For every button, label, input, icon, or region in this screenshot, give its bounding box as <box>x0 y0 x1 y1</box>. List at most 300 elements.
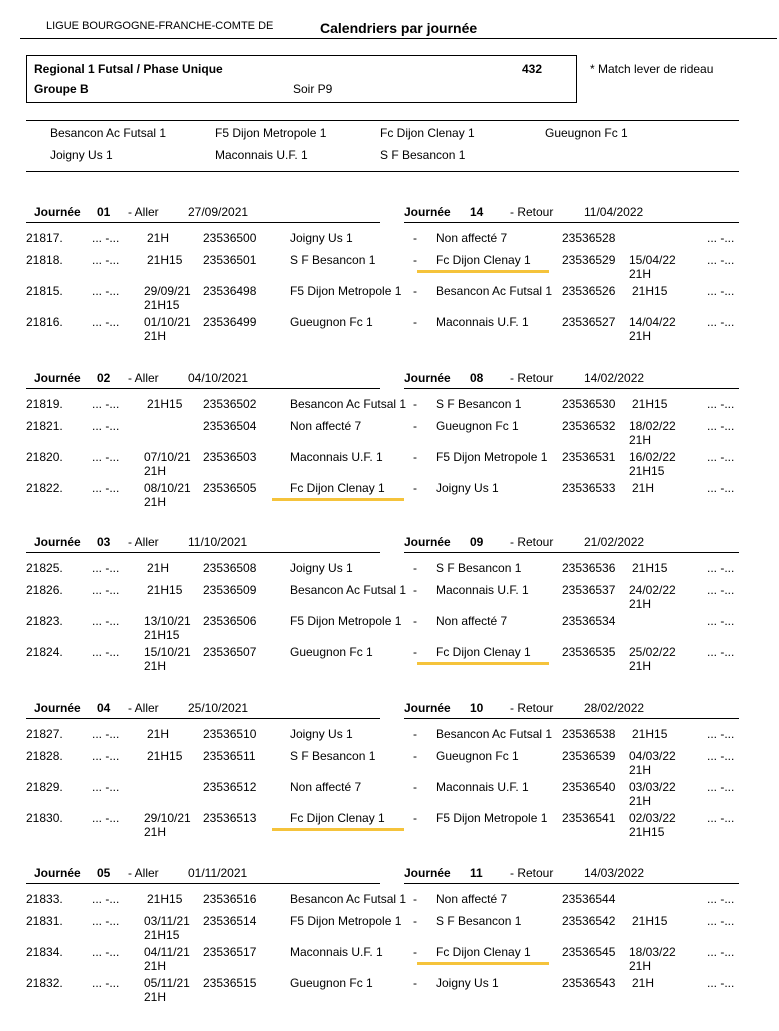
retour-score-placeholder: ... -... <box>707 749 735 763</box>
home-team: Joigny Us 1 <box>290 727 353 741</box>
matchday-section <box>0 701 779 866</box>
aller-date: 25/10/2021 <box>188 701 249 715</box>
aller-matchday-number: 02 <box>97 371 111 385</box>
retour-match-time: 21H15 <box>632 397 668 411</box>
match-row <box>0 253 779 283</box>
aller-match-date: 13/10/21 <box>144 614 191 628</box>
retour-label: Journée <box>404 535 451 549</box>
home-team: Besancon Ac Futsal 1 <box>290 892 407 906</box>
aller-match-code: 23536511 <box>203 749 256 763</box>
aller-type: - Aller <box>128 205 159 219</box>
club-item: Maconnais U.F. 1 <box>215 148 308 162</box>
retour-match-time: 21H15 <box>629 825 665 839</box>
match-id: 21830. <box>26 811 63 825</box>
clubs-divider-bottom <box>26 171 739 172</box>
aller-match-time: 21H15 <box>147 253 183 267</box>
retour-score-placeholder: ... -... <box>707 914 735 928</box>
retour-match-time: 21H15 <box>632 914 668 928</box>
aller-label: Journée <box>34 535 81 549</box>
aller-match-time: 21H15 <box>147 749 183 763</box>
aller-match-time: 21H <box>144 464 167 478</box>
aller-match-time: 21H <box>144 495 167 509</box>
retour-type: - Retour <box>510 205 554 219</box>
vs-separator: - <box>413 397 417 411</box>
club-item: Besancon Ac Futsal 1 <box>50 126 167 140</box>
aller-match-code: 23536513 <box>203 811 257 825</box>
vs-separator: - <box>413 481 417 495</box>
home-team: Besancon Ac Futsal 1 <box>290 583 407 597</box>
retour-underline <box>404 222 739 223</box>
retour-match-code: 23536537 <box>562 583 616 597</box>
matchday-section <box>0 866 779 1031</box>
away-team: Fc Dijon Clenay 1 <box>436 645 531 659</box>
home-team: Joigny Us 1 <box>290 231 353 245</box>
aller-type: - Aller <box>128 535 159 549</box>
aller-match-time: 21H <box>147 727 170 741</box>
aller-score-placeholder: ... -... <box>92 780 120 794</box>
vs-separator: - <box>413 811 417 825</box>
retour-underline <box>404 718 739 719</box>
aller-match-time: 21H <box>144 990 167 1004</box>
retour-match-code: 23536533 <box>562 481 616 495</box>
aller-label: Journée <box>34 205 81 219</box>
retour-match-time: 21H15 <box>632 561 668 575</box>
match-row <box>0 914 779 944</box>
retour-matchday-number: 08 <box>470 371 484 385</box>
retour-match-time: 21H15 <box>629 464 665 478</box>
retour-matchday-number: 10 <box>470 701 484 715</box>
away-team: Non affecté 7 <box>436 892 508 906</box>
aller-score-placeholder: ... -... <box>92 945 120 959</box>
aller-match-code: 23536500 <box>203 231 257 245</box>
aller-match-code: 23536512 <box>203 780 257 794</box>
retour-match-code: 23536541 <box>562 811 616 825</box>
home-team: Joigny Us 1 <box>290 561 353 575</box>
away-team: Gueugnon Fc 1 <box>436 749 519 763</box>
aller-date: 11/10/2021 <box>188 535 248 549</box>
aller-score-placeholder: ... -... <box>92 284 120 298</box>
retour-match-date: 02/03/22 <box>629 811 676 825</box>
retour-score-placeholder: ... -... <box>707 253 735 267</box>
home-team: F5 Dijon Metropole 1 <box>290 914 402 928</box>
aller-underline <box>26 552 380 553</box>
aller-match-time: 21H <box>144 825 167 839</box>
match-row <box>0 945 779 975</box>
aller-score-placeholder: ... -... <box>92 976 120 990</box>
aller-match-code: 23536502 <box>203 397 257 411</box>
retour-match-code: 23536542 <box>562 914 616 928</box>
aller-label: Journée <box>34 371 81 385</box>
retour-score-placeholder: ... -... <box>707 727 735 741</box>
retour-score-placeholder: ... -... <box>707 892 735 906</box>
aller-score-placeholder: ... -... <box>92 231 120 245</box>
away-team: S F Besancon 1 <box>436 561 522 575</box>
retour-match-date: 03/03/22 <box>629 780 676 794</box>
retour-match-time: 21H <box>629 763 652 777</box>
retour-label: Journée <box>404 371 451 385</box>
retour-score-placeholder: ... -... <box>707 397 735 411</box>
retour-underline <box>404 388 739 389</box>
aller-date: 01/11/2021 <box>188 866 248 880</box>
away-team: Fc Dijon Clenay 1 <box>436 945 531 959</box>
league-name: LIGUE BOURGOGNE-FRANCHE-COMTE DE <box>46 20 274 32</box>
match-id: 21825. <box>26 561 63 575</box>
club-item: Gueugnon Fc 1 <box>545 126 628 140</box>
away-team: Maconnais U.F. 1 <box>436 315 529 329</box>
aller-matchday-number: 05 <box>97 866 111 880</box>
match-row <box>0 811 779 841</box>
aller-label: Journée <box>34 701 81 715</box>
match-row <box>0 780 779 810</box>
aller-match-code: 23536504 <box>203 419 257 433</box>
match-id: 21815. <box>26 284 63 298</box>
retour-label: Journée <box>404 205 451 219</box>
aller-match-code: 23536505 <box>203 481 257 495</box>
aller-score-placeholder: ... -... <box>92 583 120 597</box>
away-team: Gueugnon Fc 1 <box>436 419 519 433</box>
away-team: F5 Dijon Metropole 1 <box>436 450 548 464</box>
retour-type: - Retour <box>510 701 554 715</box>
vs-separator: - <box>413 583 417 597</box>
home-team: Maconnais U.F. 1 <box>290 945 383 959</box>
home-team: Gueugnon Fc 1 <box>290 315 373 329</box>
match-row <box>0 315 779 345</box>
away-team: Non affecté 7 <box>436 614 508 628</box>
aller-match-date: 03/11/21 <box>144 914 190 928</box>
home-team: Fc Dijon Clenay 1 <box>290 481 385 495</box>
retour-score-placeholder: ... -... <box>707 450 735 464</box>
aller-match-time: 21H15 <box>144 928 180 942</box>
retour-match-date: 14/04/22 <box>629 315 676 329</box>
retour-date: 11/04/2022 <box>584 205 644 219</box>
away-team: F5 Dijon Metropole 1 <box>436 811 548 825</box>
aller-score-placeholder: ... -... <box>92 253 120 267</box>
vs-separator: - <box>413 780 417 794</box>
evening-label: Soir P9 <box>293 82 333 96</box>
retour-label: Journée <box>404 701 451 715</box>
retour-score-placeholder: ... -... <box>707 419 735 433</box>
away-team: Joigny Us 1 <box>436 976 499 990</box>
match-id: 21826. <box>26 583 63 597</box>
vs-separator: - <box>413 284 417 298</box>
retour-match-time: 21H <box>629 794 652 808</box>
retour-matchday-number: 09 <box>470 535 484 549</box>
group-name: Groupe B <box>34 82 89 96</box>
highlight-underline <box>417 662 549 665</box>
match-id: 21819. <box>26 397 63 411</box>
retour-score-placeholder: ... -... <box>707 945 735 959</box>
match-row <box>0 614 779 644</box>
retour-match-code: 23536545 <box>562 945 616 959</box>
aller-match-code: 23536503 <box>203 450 257 464</box>
vs-separator: - <box>413 645 417 659</box>
retour-match-code: 23536535 <box>562 645 616 659</box>
aller-match-date: 05/11/21 <box>144 976 190 990</box>
home-team: S F Besancon 1 <box>290 253 376 267</box>
aller-matchday-number: 03 <box>97 535 111 549</box>
match-id: 21834. <box>26 945 63 959</box>
match-id: 21820. <box>26 450 63 464</box>
retour-match-time: 21H <box>629 959 652 973</box>
aller-underline <box>26 222 380 223</box>
vs-separator: - <box>413 450 417 464</box>
away-team: S F Besancon 1 <box>436 914 522 928</box>
match-id: 21821. <box>26 419 63 433</box>
retour-match-time: 21H15 <box>632 727 668 741</box>
club-item: S F Besancon 1 <box>380 148 466 162</box>
aller-match-code: 23536514 <box>203 914 257 928</box>
clubs-divider-top <box>26 120 739 121</box>
aller-match-time: 21H15 <box>147 397 183 411</box>
away-team: Non affecté 7 <box>436 231 508 245</box>
away-team: Fc Dijon Clenay 1 <box>436 253 531 267</box>
away-team: S F Besancon 1 <box>436 397 522 411</box>
matchday-section <box>0 205 779 370</box>
away-team: Maconnais U.F. 1 <box>436 780 529 794</box>
aller-label: Journée <box>34 866 81 880</box>
retour-match-date: 15/04/22 <box>629 253 676 267</box>
aller-match-code: 23536516 <box>203 892 257 906</box>
retour-score-placeholder: ... -... <box>707 811 735 825</box>
away-team: Besancon Ac Futsal 1 <box>436 284 553 298</box>
aller-match-time: 21H <box>144 329 167 343</box>
match-id: 21827. <box>26 727 63 741</box>
vs-separator: - <box>413 253 417 267</box>
retour-match-date: 18/03/22 <box>629 945 676 959</box>
aller-match-time: 21H15 <box>144 628 180 642</box>
retour-date: 28/02/2022 <box>584 701 645 715</box>
home-team: F5 Dijon Metropole 1 <box>290 284 402 298</box>
vs-separator: - <box>413 727 417 741</box>
vs-separator: - <box>413 614 417 628</box>
aller-match-date: 29/09/21 <box>144 284 191 298</box>
retour-match-time: 21H <box>632 976 655 990</box>
retour-score-placeholder: ... -... <box>707 561 735 575</box>
aller-date: 27/09/2021 <box>188 205 249 219</box>
retour-match-date: 18/02/22 <box>629 419 676 433</box>
aller-score-placeholder: ... -... <box>92 645 120 659</box>
retour-score-placeholder: ... -... <box>707 284 735 298</box>
aller-score-placeholder: ... -... <box>92 450 120 464</box>
vs-separator: - <box>413 976 417 990</box>
club-item: F5 Dijon Metropole 1 <box>215 126 327 140</box>
retour-match-code: 23536532 <box>562 419 616 433</box>
competition-name: Regional 1 Futsal / Phase Unique <box>34 62 223 76</box>
home-team: Maconnais U.F. 1 <box>290 450 383 464</box>
aller-score-placeholder: ... -... <box>92 749 120 763</box>
match-id: 21822. <box>26 481 63 495</box>
retour-match-date: 25/02/22 <box>629 645 676 659</box>
aller-score-placeholder: ... -... <box>92 397 120 411</box>
retour-match-time: 21H <box>632 481 655 495</box>
competition-number: 432 <box>522 62 543 76</box>
aller-underline <box>26 883 380 884</box>
aller-score-placeholder: ... -... <box>92 561 120 575</box>
header-divider <box>20 38 777 39</box>
retour-match-code: 23536531 <box>562 450 616 464</box>
match-id: 21817. <box>26 231 63 245</box>
aller-match-code: 23536506 <box>203 614 257 628</box>
aller-score-placeholder: ... -... <box>92 419 120 433</box>
highlight-underline <box>272 498 404 501</box>
aller-match-time: 21H15 <box>147 892 183 906</box>
aller-type: - Aller <box>128 371 159 385</box>
aller-score-placeholder: ... -... <box>92 892 120 906</box>
retour-score-placeholder: ... -... <box>707 231 735 245</box>
curtain-raiser-note: * Match lever de rideau <box>590 62 714 76</box>
retour-date: 14/02/2022 <box>584 371 645 385</box>
match-id: 21823. <box>26 614 63 628</box>
retour-matchday-number: 11 <box>470 866 483 880</box>
away-team: Maconnais U.F. 1 <box>436 583 529 597</box>
home-team: Non affecté 7 <box>290 419 362 433</box>
retour-score-placeholder: ... -... <box>707 780 735 794</box>
match-id: 21816. <box>26 315 63 329</box>
match-id: 21833. <box>26 892 63 906</box>
aller-match-code: 23536508 <box>203 561 257 575</box>
aller-match-time: 21H <box>144 959 167 973</box>
aller-date: 04/10/2021 <box>188 371 249 385</box>
highlight-underline <box>417 270 549 273</box>
vs-separator: - <box>413 749 417 763</box>
match-row <box>0 976 779 1006</box>
match-row <box>0 583 779 613</box>
retour-match-time: 21H <box>629 659 652 673</box>
retour-type: - Retour <box>510 535 554 549</box>
aller-match-code: 23536515 <box>203 976 257 990</box>
club-item: Joigny Us 1 <box>50 148 113 162</box>
retour-score-placeholder: ... -... <box>707 481 735 495</box>
away-team: Besancon Ac Futsal 1 <box>436 727 553 741</box>
retour-underline <box>404 552 739 553</box>
retour-match-code: 23536528 <box>562 231 616 245</box>
away-team: Joigny Us 1 <box>436 481 499 495</box>
retour-match-time: 21H <box>629 267 652 281</box>
retour-date: 14/03/2022 <box>584 866 645 880</box>
aller-match-code: 23536498 <box>203 284 257 298</box>
aller-match-date: 15/10/21 <box>144 645 191 659</box>
retour-match-code: 23536543 <box>562 976 616 990</box>
match-row <box>0 419 779 449</box>
page-title: Calendriers par journée <box>320 20 478 36</box>
aller-match-code: 23536507 <box>203 645 257 659</box>
aller-match-time: 21H <box>147 231 170 245</box>
home-team: Gueugnon Fc 1 <box>290 645 373 659</box>
aller-match-time: 21H15 <box>147 583 183 597</box>
retour-date: 21/02/2022 <box>584 535 645 549</box>
match-id: 21828. <box>26 749 63 763</box>
aller-score-placeholder: ... -... <box>92 481 120 495</box>
retour-underline <box>404 883 739 884</box>
retour-score-placeholder: ... -... <box>707 645 735 659</box>
match-row <box>0 284 779 314</box>
aller-score-placeholder: ... -... <box>92 914 120 928</box>
aller-matchday-number: 04 <box>97 701 111 715</box>
vs-separator: - <box>413 315 417 329</box>
retour-match-code: 23536529 <box>562 253 616 267</box>
aller-score-placeholder: ... -... <box>92 614 120 628</box>
retour-match-code: 23536530 <box>562 397 616 411</box>
retour-match-time: 21H15 <box>632 284 668 298</box>
home-team: Gueugnon Fc 1 <box>290 976 373 990</box>
retour-match-time: 21H <box>629 329 652 343</box>
match-row <box>0 481 779 511</box>
aller-underline <box>26 388 380 389</box>
aller-match-time: 21H15 <box>144 298 180 312</box>
match-id: 21824. <box>26 645 63 659</box>
aller-match-date: 01/10/21 <box>144 315 191 329</box>
aller-score-placeholder: ... -... <box>92 727 120 741</box>
retour-match-time: 21H <box>629 433 652 447</box>
aller-match-date: 08/10/21 <box>144 481 191 495</box>
home-team: Fc Dijon Clenay 1 <box>290 811 385 825</box>
match-row <box>0 645 779 675</box>
retour-match-code: 23536527 <box>562 315 616 329</box>
vs-separator: - <box>413 945 417 959</box>
retour-type: - Retour <box>510 866 554 880</box>
club-item: Fc Dijon Clenay 1 <box>380 126 475 140</box>
matchday-section <box>0 371 779 536</box>
home-team: F5 Dijon Metropole 1 <box>290 614 402 628</box>
aller-type: - Aller <box>128 701 159 715</box>
retour-match-code: 23536536 <box>562 561 616 575</box>
retour-match-code: 23536544 <box>562 892 616 906</box>
matchday-section <box>0 535 779 700</box>
retour-score-placeholder: ... -... <box>707 976 735 990</box>
retour-match-date: 24/02/22 <box>629 583 676 597</box>
retour-match-time: 21H <box>629 597 652 611</box>
aller-match-date: 04/11/21 <box>144 945 190 959</box>
retour-matchday-number: 14 <box>470 205 484 219</box>
retour-match-code: 23536540 <box>562 780 616 794</box>
home-team: S F Besancon 1 <box>290 749 376 763</box>
match-id: 21818. <box>26 253 63 267</box>
retour-score-placeholder: ... -... <box>707 614 735 628</box>
retour-match-code: 23536526 <box>562 284 616 298</box>
aller-score-placeholder: ... -... <box>92 315 120 329</box>
vs-separator: - <box>413 892 417 906</box>
vs-separator: - <box>413 914 417 928</box>
aller-match-code: 23536501 <box>203 253 257 267</box>
match-id: 21831. <box>26 914 63 928</box>
aller-match-code: 23536517 <box>203 945 257 959</box>
highlight-underline <box>272 828 404 831</box>
aller-score-placeholder: ... -... <box>92 811 120 825</box>
retour-score-placeholder: ... -... <box>707 315 735 329</box>
retour-match-code: 23536538 <box>562 727 616 741</box>
match-row <box>0 749 779 779</box>
match-id: 21829. <box>26 780 63 794</box>
retour-score-placeholder: ... -... <box>707 583 735 597</box>
vs-separator: - <box>413 231 417 245</box>
retour-match-code: 23536534 <box>562 614 616 628</box>
aller-match-code: 23536509 <box>203 583 257 597</box>
retour-match-date: 04/03/22 <box>629 749 676 763</box>
aller-match-time: 21H <box>147 561 170 575</box>
match-row <box>0 450 779 480</box>
highlight-underline <box>417 962 549 965</box>
vs-separator: - <box>413 561 417 575</box>
aller-match-code: 23536510 <box>203 727 257 741</box>
home-team: Besancon Ac Futsal 1 <box>290 397 407 411</box>
retour-label: Journée <box>404 866 451 880</box>
match-id: 21832. <box>26 976 63 990</box>
vs-separator: - <box>413 419 417 433</box>
aller-match-time: 21H <box>144 659 167 673</box>
aller-underline <box>26 718 380 719</box>
retour-match-date: 16/02/22 <box>629 450 676 464</box>
aller-match-date: 07/10/21 <box>144 450 191 464</box>
